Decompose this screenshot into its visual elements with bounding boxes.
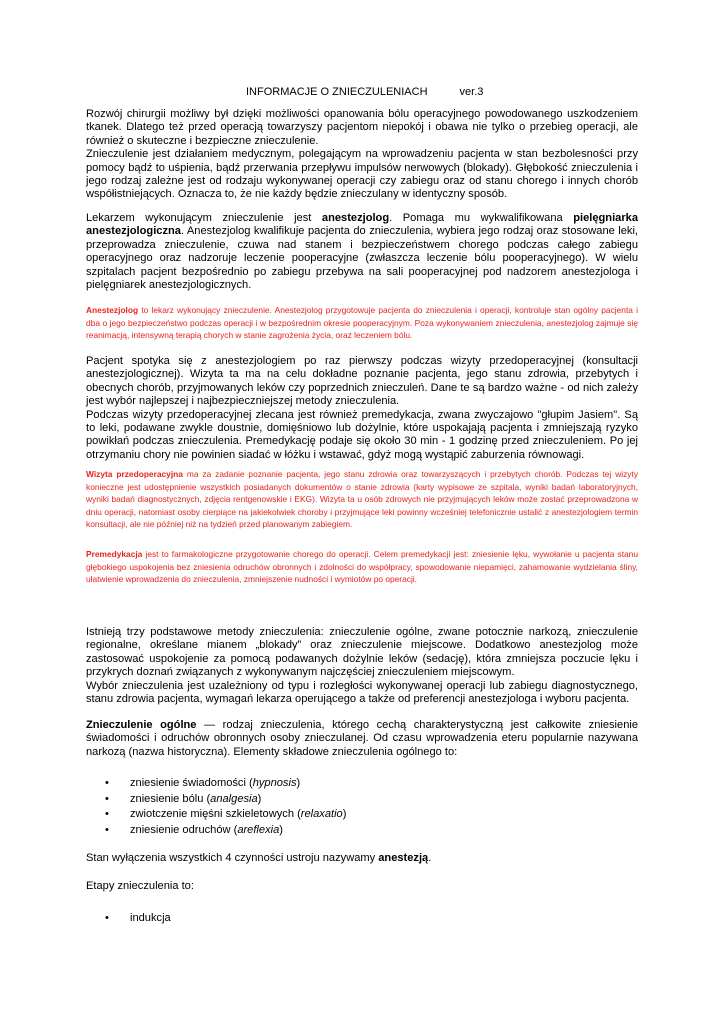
red-note-visit: Wizyta przedoperacyjna ma za zadanie poznanie pacjenta, jego stanu zdrowia oraz towarzyszących i przebytych chorób. Podczas tej wizyty konieczne jest udostępnienie wszystkich posiadanych dokumentów o stanie zdrowia (karty wypisowe ze szpitala, wyniki badań laboratoryjnych, wyniki badań diagnostycznych, zdjęcia rentgenowskie i EKG). Wizyta ta u osób zdrowych nie przyjmujących leków może zostać przeprowadzona w dniu operacji, natomiast osoby cierpiące na jakiekolwiek choroby i przyjmujące leki powinny wcześniej telefonicznie ustalić z anestezjologiem termin konsultacji, ale nie później niż na tydzień przed planowanym zabiegiem.: [86, 469, 639, 530]
paragraph-anesthesia-state: Stan wyłączenia wszystkich 4 czynności ustroju nazywamy anestezją.: [86, 852, 432, 864]
paragraph-definition: Znieczulenie jest działaniem medycznym, polegającym na wprowadzeniu pacjenta w stan bezbolesności przy pomocy bądź to uśpienia, bądź przerwania przepływu impulsów nerwowych (blokady). Głębokość znieczulenia i jego rodzaj zależne jest od rodzaju wykonywanej operacji czy zabiegu oraz od stanu chorego i innych chorób współistniejących. Oznacza to, że nie każdy będzie znieczulany w identyczny sposób.: [86, 148, 638, 201]
paragraph-stages: Etapy znieczulenia to:: [86, 880, 194, 892]
paragraph-choice: Wybór znieczulenia jest uzależniony od typu i rozległości wykonywanej operacji lub zabiegu diagnostycznego, stanu zdrowia pacjenta, wymagań lekarza operującego a także od preferencji anestezjologa i wyboru pacjenta.: [86, 679, 638, 706]
intro-block: [86, 108, 638, 202]
note-premedication: [86, 548, 638, 586]
paragraph-general-anesthesia: Znieczulenie ogólne — rodzaj znieczulenia, którego cechą charakterystyczną jest całkowite zniesienie świadomości i odruchów obronnych osoby znieczulanej. Od czasu wprowadzenia eteru popularnie nazywana narkozą (nazwa historyczna). Elementy składowe znieczulenia ogólnego to:: [86, 719, 638, 758]
visit-block: [86, 355, 638, 462]
stages-list-block: [86, 911, 638, 927]
general-anesthesia-block: [86, 719, 638, 759]
paragraph-methods: Istnieją trzy podstawowe metody znieczulenia: znieczulenie ogólne, zwane potocznie narkozą, znieczulenie regionalne, określane mianem „blokady” oraz znieczulenie miejscowe. Dodatkowo anestezjolog może zastosować uspokojenie za pomocą podawanych dożylnie leków (sedację), która zmniejsza poczucie lęku i przykrych doznań związanych z wykonywanym najczęściej znieczuleniem miejscowym.: [86, 626, 638, 679]
methods-block: [86, 626, 638, 706]
paragraph-anesthesiologist: Lekarzem wykonującym znieczulenie jest anestezjolog. Pomaga mu wykwalifikowana pielęgniarka anestezjologiczna. Anestezjolog kwalifikuje pacjenta do znieczulenia, wybiera jego rodzaj oraz stosowane leki, przeprowadza znieczulenie, czuwa nad stanem i bezpieczeństwem chorego podczas całego zabiegu operacyjnego oraz nadzoruje leczenie pooperacyjne (zwłaszcza leczenie bólu pooperacyjnego). W wielu szpitalach pacjent bezpośrednio po zabiegu przebywa na sali pooperacyjnej pod nadzorem anestezjologa i pielęgniarek anestezjologicznych.: [86, 212, 638, 292]
paragraph-intro: Rozwój chirurgii możliwy był dzięki możliwości opanowania bólu operacyjnego powodowanego uszkodzeniem tkanek. Dlatego też przed operacją towarzyszy pacjentom niepokój i obawa nie tylko o przebieg operacji, ale również o skuteczne i bezpieczne znieczulenie.: [86, 108, 638, 147]
components-list: [86, 776, 638, 838]
note-anesthesiologist: [86, 304, 638, 342]
list-item: • zniesienie świadomości (hypnosis): [86, 776, 638, 792]
note-visit: [86, 468, 638, 531]
list-item: • indukcja: [86, 911, 638, 927]
version-label: ver.3: [459, 86, 484, 98]
list-item: • zniesienie odruchów (areflexia): [86, 823, 638, 839]
red-note-anesthesiologist: Anestezjolog to lekarz wykonujący znieczulenie. Anestezjolog przygotowuje pacjenta do znieczulenia i operacji, kontroluje stan ogólny pacjenta i dba o jego bezpieczeństwo podczas operacji i w bezpośrednim okresie pooperacyjnym. Poza wykonywaniem znieczulenia, anestezjolog zajmuje się reanimacją, intensywną terapią chorych w stanie zagrożenia życia, oraz leczeniem bólu.: [86, 305, 638, 341]
list-item: • zniesienie bólu (analgesia): [86, 792, 638, 808]
stages-heading-block: [86, 880, 638, 893]
components-list-block: [86, 776, 638, 838]
red-note-premedication: Premedykacja jest to farmakologiczne przygotowanie chorego do operacji. Celem premedykacji jest: zniesienie lęku, wywołanie u pacjenta stanu głębokiego uspokojenia bez zniesienia odruchów obronnych i zdolności do współpracy, spowodowanie niepamięci, zahamowanie wydzielania śliny, ułatwienie wprowadzenia do znieczulenia, zmniejszenie nudności i wymiotów po operacji.: [86, 549, 638, 585]
anesthesia-definition-block: [86, 852, 638, 865]
paragraph-visit: Pacjent spotyka się z anestezjologiem po raz pierwszy podczas wizyty przedoperacyjnej (konsultacji anestezjologicznej). Wizyta ta ma na celu dokładne poznanie pacjenta, jego stanu zdrowia, przebytych i obecnych chorób, przyjmowanych leków czy poprzednich znieczuleń. Dane te są bardzo ważne - od nich zależy jest wybór najlepszej i najbezpieczniejszej metody znieczulenia.: [86, 355, 638, 408]
paragraph-premedication: Podczas wizyty przedoperacyjnej zlecana jest również premedykacja, zwana zwyczajowo "głupim Jasiem". Są to leki, podawane zwykle doustnie, domięśniowo lub dożylnie, które uspokajają pacjenta i zmniejszają ryzyko powikłań podczas znieczulenia. Premedykację podaje się około 30 min - 1 godzinę przed znieczuleniem. Po jej otrzymaniu chory nie powinien siadać w łóżku i wstawać, gdyż mogą wystąpić zaburzenia równowagi.: [86, 408, 638, 461]
anesthesiologist-block: [86, 212, 638, 292]
list-item: • zwiotczenie mięśni szkieletowych (relaxatio): [86, 807, 638, 823]
stages-list: [86, 911, 638, 927]
title-text: INFORMACJE O ZNIECZULENIACH: [246, 86, 428, 98]
document-title: [246, 86, 483, 98]
